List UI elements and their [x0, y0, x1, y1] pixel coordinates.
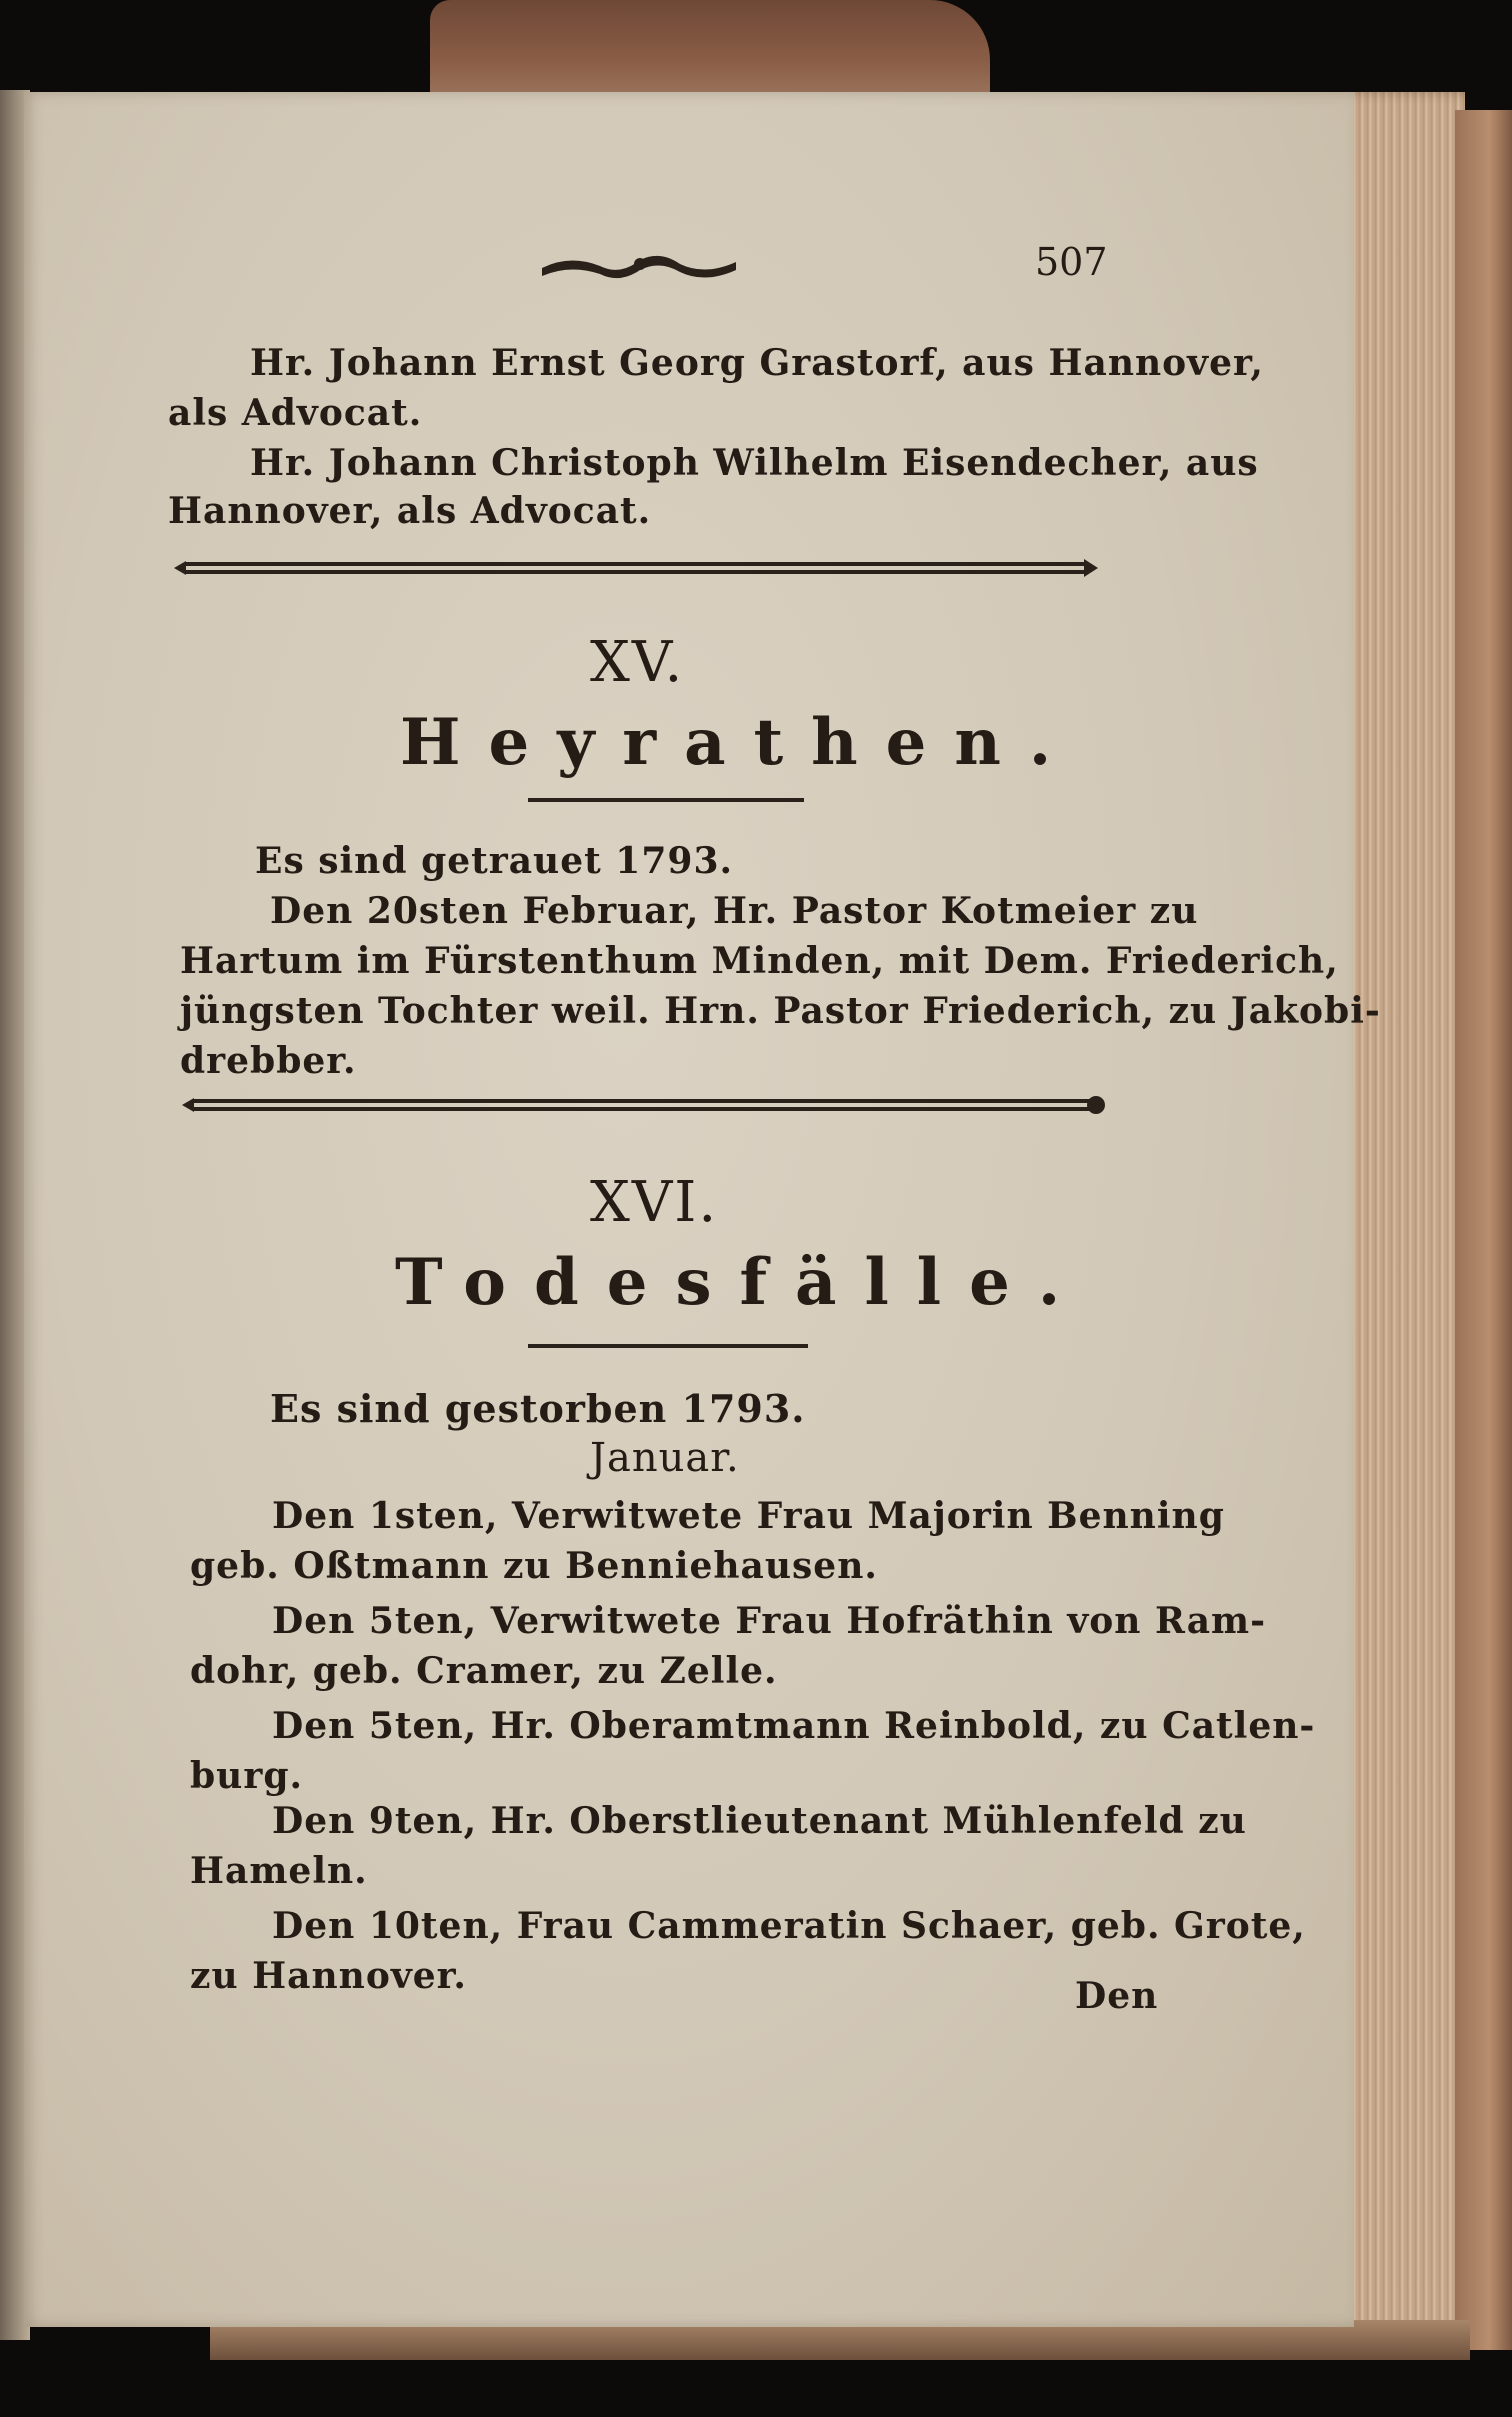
- entry-line: Den 5ten, Hr. Oberamtmann Reinbold, zu Catlen-: [272, 1705, 1316, 1747]
- entry-line: Hameln.: [190, 1850, 368, 1892]
- entry-line: burg.: [190, 1755, 304, 1797]
- section-intro: Es sind gestorben 1793.: [270, 1386, 806, 1431]
- entry-line: geb. Oßtmann zu Benniehausen.: [190, 1545, 878, 1587]
- section-divider: [178, 1092, 1108, 1118]
- entry-line: Den 1sten, Verwitwete Frau Majorin Benning: [272, 1495, 1225, 1537]
- entry-line: Hannover, als Advocat.: [168, 490, 652, 532]
- section-numeral: XVI.: [590, 1170, 719, 1235]
- entry-line: drebber.: [180, 1040, 357, 1082]
- entry-line: Hr. Johann Ernst Georg Grastorf, aus Hannover,: [250, 342, 1264, 384]
- catchword: Den: [1075, 1975, 1159, 2017]
- section-numeral: XV.: [590, 630, 685, 695]
- section-divider: [170, 555, 1100, 581]
- entry-line: Den 5ten, Verwitwete Frau Hofräthin von Ram-: [272, 1600, 1267, 1642]
- entry-line: Hartum im Fürstenthum Minden, mit Dem. Friederich,: [180, 940, 1339, 982]
- entry-line: zu Hannover.: [190, 1955, 467, 1997]
- entry-line: Den 20sten Februar, Hr. Pastor Kotmeier zu: [270, 890, 1199, 932]
- entry-line: jüngsten Tochter weil. Hrn. Pastor Friederich, zu Jakobi-: [180, 990, 1381, 1032]
- entry-line: als Advocat.: [168, 392, 423, 434]
- entry-line: Den 10ten, Frau Cammeratin Schaer, geb. Grote,: [272, 1905, 1306, 1947]
- section-title: Todesfälle.: [395, 1245, 1089, 1320]
- entry-line: dohr, geb. Cramer, zu Zelle.: [190, 1650, 778, 1692]
- title-underline: [528, 1344, 808, 1348]
- page-number: 507: [1035, 240, 1108, 284]
- section-intro: Es sind getrauet 1793.: [255, 840, 734, 882]
- header-ornament: [540, 246, 740, 286]
- title-underline: [528, 798, 804, 802]
- month-heading: Januar.: [590, 1435, 740, 1481]
- section-title: Heyrathen.: [400, 705, 1080, 780]
- entry-line: Hr. Johann Christoph Wilhelm Eisendecher, aus: [250, 442, 1259, 484]
- entry-line: Den 9ten, Hr. Oberstlieutenant Mühlenfeld zu: [272, 1800, 1247, 1842]
